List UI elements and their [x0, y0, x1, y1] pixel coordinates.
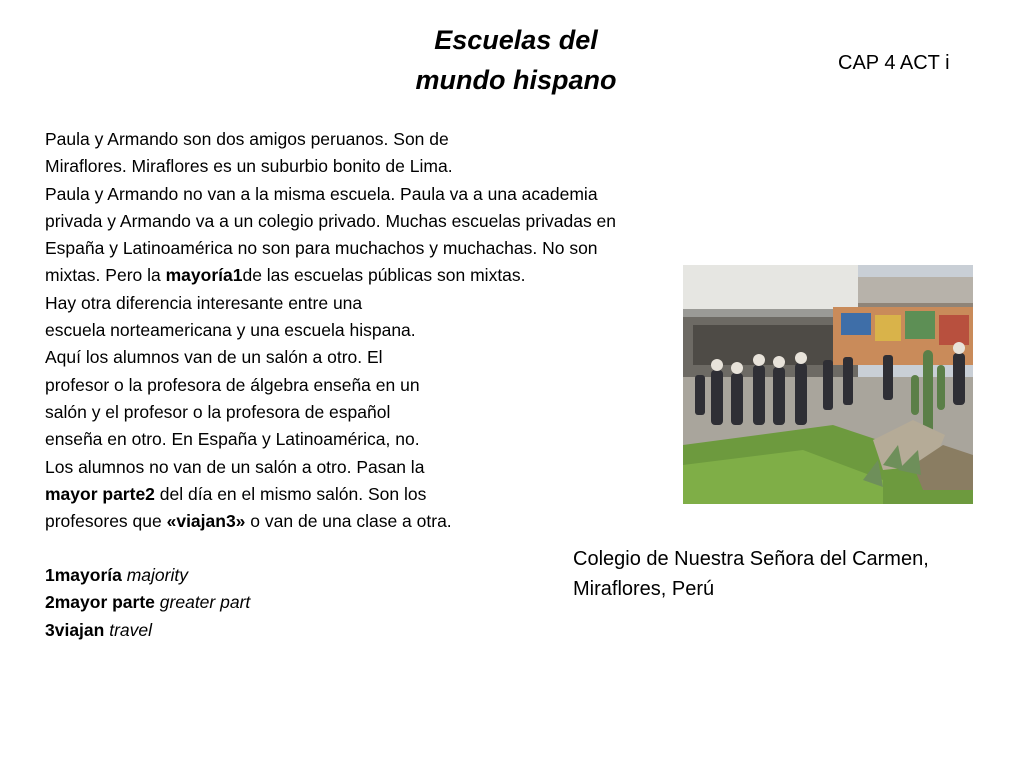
chapter-label: CAP 4 ACT i — [838, 52, 950, 74]
passage-line: Aquí los alumnos van de un salón a otro. El — [45, 347, 383, 368]
passage-line: Miraflores. Miraflores es un suburbio bonito de Lima. — [45, 156, 453, 177]
passage-line: salón y el profesor o la profesora de español — [45, 401, 391, 422]
passage-line — [45, 481, 735, 508]
vocab-term-2: mayor parte2 — [45, 483, 155, 504]
page-title — [360, 20, 672, 100]
passage-line: Paula y Armando son dos amigos peruanos. Son de — [45, 129, 449, 149]
passage-text: profesores que — [45, 511, 167, 532]
passage-text: o van de una clase a otra. — [245, 511, 452, 532]
passage-line: escuela norteamericana y una escuela hispana. — [45, 320, 416, 341]
glossary-term: 2mayor parte — [45, 592, 155, 613]
glossary-meaning: greater part — [159, 592, 251, 613]
caption-line-1: Colegio de Nuestra Señora del Carmen, — [573, 548, 929, 570]
school-photo — [683, 265, 973, 504]
vocab-term-1: mayoría1 — [165, 265, 243, 286]
passage-line: España y Latinoamérica no son para muchachos y muchachas. No son — [45, 238, 598, 259]
passage-line: enseña en otro. En España y Latinoamérica, no. — [45, 429, 420, 450]
title-line-1: Escuelas del — [434, 25, 598, 55]
glossary — [45, 562, 250, 644]
reading-passage — [45, 126, 735, 535]
passage-line — [45, 262, 735, 289]
passage-line: Hay otra diferencia interesante entre una — [45, 292, 363, 313]
passage-line: privada y Armando va a un colegio privado. Muchas escuelas privadas en — [45, 210, 617, 231]
glossary-item — [45, 617, 250, 644]
passage-line — [45, 508, 735, 535]
glossary-meaning: travel — [109, 619, 153, 640]
passage-line: Los alumnos no van de un salón a otro. Pasan la — [45, 456, 425, 477]
glossary-item — [45, 589, 250, 616]
glossary-term: 3viajan — [45, 619, 105, 640]
title-line-2: mundo hispano — [415, 65, 617, 95]
passage-text: mixtas. Pero la — [45, 265, 166, 286]
photo-caption — [573, 544, 1003, 604]
glossary-item — [45, 562, 250, 589]
caption-line-2: Miraflores, Perú — [573, 578, 715, 600]
glossary-term: 1mayoría — [45, 565, 122, 585]
passage-line: profesor o la profesora de álgebra enseña en un — [45, 374, 420, 395]
passage-text: del día en el mismo salón. Son los — [154, 483, 427, 504]
passage-line: Paula y Armando no van a la misma escuela. Paula va a una academia — [45, 183, 598, 204]
glossary-meaning: majority — [126, 565, 188, 585]
passage-text: de las escuelas públicas son mixtas. — [242, 265, 526, 286]
vocab-term-3: «viajan3» — [166, 511, 246, 532]
